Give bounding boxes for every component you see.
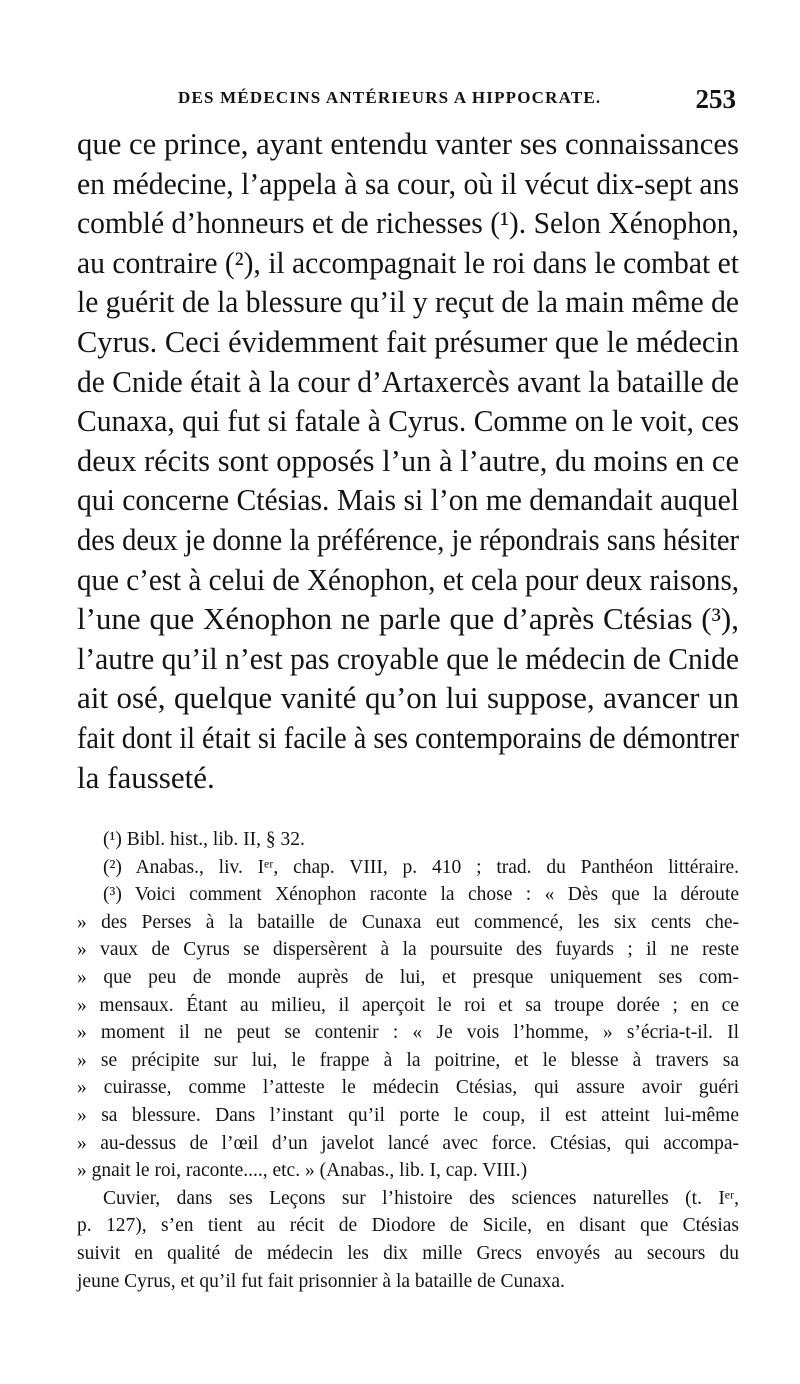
- text-line: en médecine, l’appela à sa cour, où il vécut dix-sept ans: [77, 165, 740, 201]
- footnote-line: » mensaux. Étant au milieu, il aperçoit le roi et sa troupe dorée ; en ce: [77, 994, 739, 1016]
- text-line: qui concerne Ctésias. Mais si l’on me demandait auquel: [77, 482, 739, 518]
- running-title: DES MÉDECINS ANTÉRIEURS A HIPPOCRATE.: [178, 88, 602, 107]
- text-line: ait osé, quelque vanité qu’on lui suppose, avancer un: [77, 680, 739, 716]
- footnotes: [77, 826, 739, 1295]
- footnote-line: » des Perses à la bataille de Cunaxa eut commencé, les six cents che-: [77, 911, 739, 933]
- footnote-line: » se précipite sur lui, le frappe à la poitrine, et le blesse à travers sa: [77, 1049, 739, 1071]
- text-line: que c’est à celui de Xénophon, et cela pour deux raisons,: [77, 561, 740, 597]
- footnote-line: » cuirasse, comme l’atteste le médecin Ctésias, qui assure avoir guéri: [77, 1077, 739, 1099]
- footnote-line: suivit en qualité de médecin les dix mille Grecs envoyés au secours du: [77, 1242, 739, 1264]
- footnote-line: » moment il ne peut se contenir : « Je vois l’homme, » s’écria-t-il. Il: [77, 1022, 739, 1044]
- footnote-line: (¹) Bibl. hist., lib. II, § 32.: [103, 829, 305, 850]
- footnote-line: p. 127), s’en tient au récit de Diodore de Sicile, en disant que Ctésias: [77, 1215, 739, 1237]
- page-header: [178, 84, 738, 116]
- text-line: fait dont il était si facile à ses contemporains de démontrer: [77, 719, 739, 755]
- text-line: Cunaxa, qui fut si fatale à Cyrus. Comme on le voit, ces: [77, 403, 740, 439]
- footnote-line: jeune Cyrus, et qu’il fut fait prisonnier à la bataille de Cunaxa.: [77, 1270, 565, 1292]
- footnote-line: » vaux de Cyrus se dispersèrent à la poursuite des fuyards ; il ne reste: [77, 939, 739, 961]
- footnote-line: Cuvier, dans ses Leçons sur l’histoire des sciences naturelles (t. Iᵉʳ,: [103, 1187, 739, 1209]
- footnote-line: (²) Anabas., liv. Iᵉʳ, chap. VIII, p. 410 ; trad. du Panthéon littéraire.: [103, 856, 739, 878]
- text-line: au contraire (²), il accompagnait le roi dans le combat et: [77, 244, 739, 280]
- footnote-line: » que peu de monde auprès de lui, et presque uniquement ses com-: [77, 966, 739, 988]
- page-number: 253: [695, 84, 736, 114]
- text-line: le guérit de la blessure qu’il y reçut de la main même de: [77, 284, 740, 320]
- text-line: Cyrus. Ceci évidemment fait présumer que le médecin: [77, 323, 740, 359]
- text-line: des deux je donne la préférence, je répondrais sans hésiter: [77, 521, 740, 557]
- footnote-line: » sa blessure. Dans l’instant qu’il porte le coup, il est atteint lui-même: [77, 1104, 739, 1126]
- footnote-line: (³) Voici comment Xénophon raconte la chose : « Dès que la déroute: [103, 884, 739, 906]
- text-line: l’autre qu’il n’est pas croyable que le médecin de Cnide: [77, 640, 740, 676]
- text-line: de Cnide était à la cour d’Artaxercès avant la bataille de: [77, 363, 740, 399]
- text-line: la fausseté.: [77, 759, 215, 795]
- footnote-line: » gnait le roi, raconte...., etc. » (Anabas., lib. I, cap. VIII.): [77, 1160, 528, 1182]
- main-text: [77, 124, 739, 797]
- text-line: deux récits sont opposés l’un à l’autre, du moins en ce: [77, 442, 740, 478]
- text-line: comblé d’honneurs et de richesses (¹). Selon Xénophon,: [77, 205, 740, 241]
- footnote-line: » au-dessus de l’œil d’un javelot lancé avec force. Ctésias, qui accompa-: [77, 1132, 739, 1154]
- text-line: l’une que Xénophon ne parle que d’après Ctésias (³),: [77, 601, 739, 637]
- text-line: que ce prince, ayant entendu vanter ses connaissances: [77, 126, 740, 161]
